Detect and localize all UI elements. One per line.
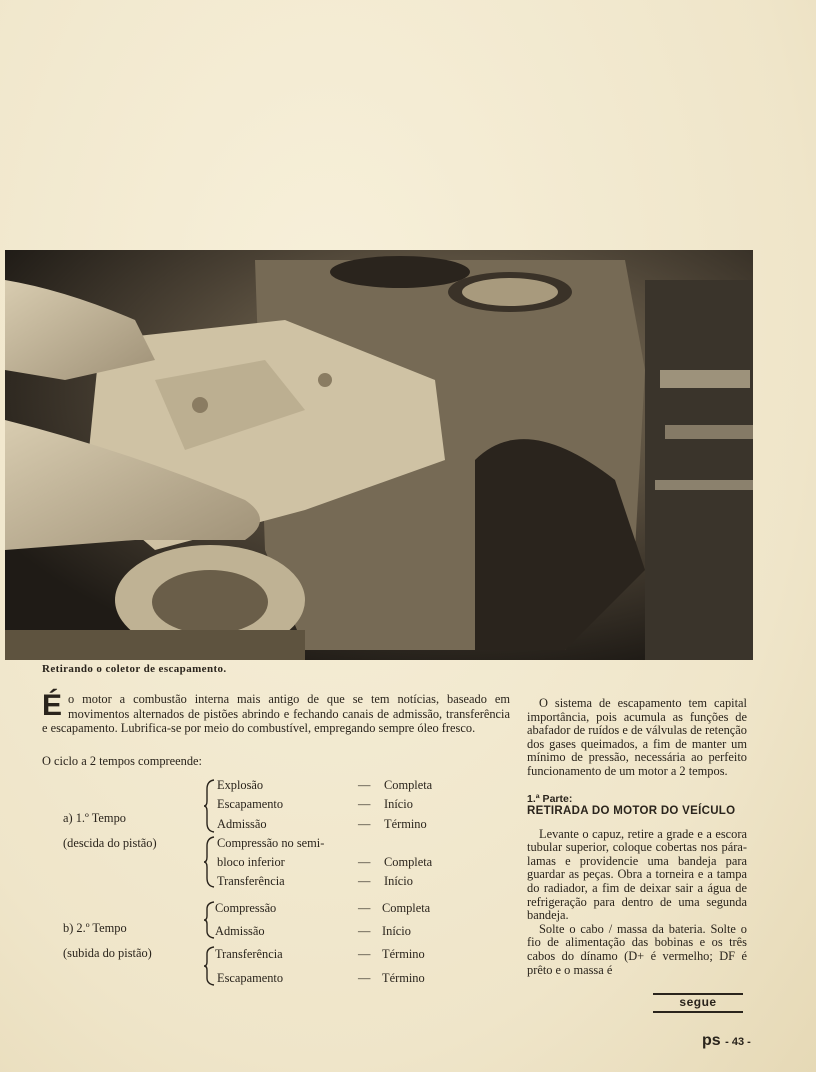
- cycle-a-event-1: Explosão: [217, 778, 264, 792]
- right-column: [527, 697, 747, 977]
- segue-rule-bottom: [653, 1011, 743, 1013]
- cycle-b-dash-3: —: [358, 947, 371, 961]
- brace-b1: [203, 901, 215, 939]
- cycle-a-dash-4: —: [358, 855, 371, 869]
- cycle-b-dash-1: —: [358, 901, 371, 915]
- photo-caption: Retirando o coletor de escapamento.: [42, 663, 227, 675]
- cycle-a-event-5: Transferência: [217, 874, 285, 888]
- removal-paragraph-1: Levante o capuz, retire a grade e a escora tubular superior, coloque cobertas nos pára-lamas e providencie uma bandeja para guardar as peças. Obra a torneira e a tampa do radiador, a fim de deixar sair a água de refrigeração para dentro de uma segunda bandeja.: [527, 826, 747, 923]
- page-number-value: - 43 -: [725, 1036, 751, 1048]
- part-label: 1.ª Parte:: [527, 792, 573, 805]
- cycle-a-dash-3: —: [358, 817, 371, 831]
- cycle-a-event-4a: Compressão no semi-: [217, 836, 325, 850]
- cycle-b-dash-4: —: [358, 971, 371, 985]
- engine-block-illustration: [5, 250, 753, 660]
- cycle-b-state-4: Término: [382, 971, 425, 985]
- cycle-b-event-2: Admissão: [215, 924, 265, 938]
- cycle-a-event-4b: bloco inferior: [217, 855, 285, 869]
- page-number: [702, 1032, 751, 1050]
- cycle-b-event-3: Transferência: [215, 947, 283, 961]
- engine-photo: [5, 250, 753, 660]
- cycle-a-event-3: Admissão: [217, 817, 267, 831]
- cycle-a-state-3: Término: [384, 817, 427, 831]
- section-heading: RETIRADA DO MOTOR DO VEÍCULO: [527, 804, 736, 817]
- cycle-a-state-5: Início: [384, 874, 413, 888]
- removal-paragraph-2: Solte o cabo / massa da bateria. Solte o fio de alimentação das bobinas e os três cabos do dínamo (D+ é vermelho; DF é prêto e o massa é: [527, 921, 747, 977]
- brace-a2: [203, 836, 215, 888]
- cycle-intro: O ciclo a 2 tempos compreende:: [42, 754, 202, 768]
- exhaust-paragraph: O sistema de escapamento tem capital importância, pois acumula as funções de abafador de ruídos e de válvulas de retenção dos gases queimados, a fim de manter um mínimo de pressão, necessária ao perfeito funcionamento de um motor a 2 tempos.: [527, 696, 747, 778]
- cycle-a-dash-1: —: [358, 778, 371, 792]
- continued-marker: [653, 993, 743, 1015]
- cycle-a-state-2: Início: [384, 797, 413, 811]
- drop-cap: É: [42, 689, 63, 722]
- cycle-a-event-2: Escapamento: [217, 797, 284, 811]
- cycle-b-sub: (subida do pistão): [63, 946, 152, 960]
- cycle-b-event-1: Compressão: [215, 901, 277, 915]
- cycle-b-state-2: Início: [382, 924, 411, 938]
- cycle-a-state-4: Completa: [384, 855, 433, 869]
- cycle-b-state-1: Completa: [382, 901, 431, 915]
- brace-a1: [203, 779, 215, 833]
- cycle-a-dash-2: —: [358, 797, 371, 811]
- intro-paragraph: [42, 689, 510, 736]
- cycle-b-label: b) 2.º Tempo: [63, 921, 127, 935]
- brace-b2: [203, 946, 215, 986]
- cycle-b-state-3: Término: [382, 947, 425, 961]
- cycle-b-dash-2: —: [358, 924, 371, 938]
- segue-label: segue: [679, 995, 717, 1009]
- cycle-b-event-4: Escapamento: [217, 971, 284, 985]
- magazine-logo: ps: [702, 1032, 721, 1049]
- cycle-a-sub: (descida do pistão): [63, 836, 157, 850]
- cycle-a-label: a) 1.º Tempo: [63, 811, 126, 825]
- cycle-a-state-1: Completa: [384, 778, 433, 792]
- cycle-a-dash-5: —: [358, 874, 371, 888]
- intro-text: o motor a combustão interna mais antigo de que se tem notícias, baseado em movimentos alternados de pistões abrindo e fechando canais de admissão, transferência e escapamento. Lubrifica-se por meio do combustível, empregando sempre óleo fresco.: [42, 692, 510, 736]
